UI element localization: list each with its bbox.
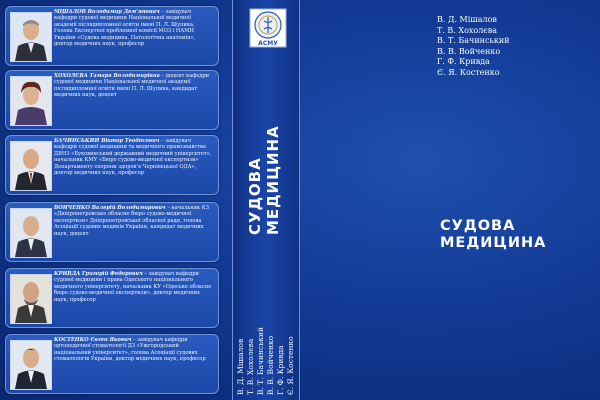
front-author: Є. Я. Костенко xyxy=(437,67,500,77)
logo-text: АСМУ xyxy=(258,40,278,47)
back-cover xyxy=(0,0,230,400)
front-author: В. Т. Бачинський xyxy=(437,36,510,45)
author-bio: – начальник КЗ «Дніпропетровське обласне бюро судово-медичної експертизи» Дніпропетровської обласної ради, голова Асоціації судових медиків України, кандидат медичних наук, доцент xyxy=(54,205,209,237)
front-title xyxy=(440,218,600,252)
author-name: БАЧИНСЬКИЙ Віктор Теодосович xyxy=(54,138,160,144)
spine-author: Г. Ф. Кривда xyxy=(276,345,285,395)
front-authors xyxy=(437,15,597,78)
front-title-line1: СУДОВА xyxy=(440,218,516,234)
author-bio: – завідувач кафедри судової медицини і права Одеського національного медичного університету, начальник КУ «Одеське обласне бюро судово-медичної експертизи», доктор медичних наук, професор xyxy=(54,271,212,303)
author-bio: – завідувач кафедри ортопедичної стоматології ДЗ «Ужгородський національний університет», голова Асоціації судових стоматологів України, доктор медичних наук, професор xyxy=(54,337,206,363)
author-photo xyxy=(10,274,52,324)
author-card xyxy=(5,135,219,195)
author-photo xyxy=(10,76,52,126)
author-name: ВОЙЧЕНКО Валерій Володимирович xyxy=(54,205,166,211)
spine-authors xyxy=(232,270,298,400)
spine-title-line1: СУДОВА xyxy=(246,157,264,235)
author-name: КОСТЕНКО Євген Якович xyxy=(54,337,132,343)
author-photo xyxy=(10,208,52,258)
author-card xyxy=(5,6,219,66)
spine-author: В. Д. Мішалов xyxy=(236,338,245,395)
author-name: ХОХОЛЄВА Тамара Володимирівна xyxy=(54,73,160,79)
author-bio: – доцент кафедри судової медицини Національної медичної академії післядипломної освіти імені П. Л. Шупика, кандидат медичних наук, доцент xyxy=(54,73,210,99)
spine-title xyxy=(232,0,298,250)
spine-title-line2: МЕДИЦИНА xyxy=(264,125,282,235)
author-photo xyxy=(10,12,52,62)
author-card xyxy=(5,268,219,328)
author-bio: – завідувач кафедри судової медицини та медичного правознавства ДВНЗ «Буковинський державний медичний університет», начальник КМУ «Бюро судово-медичної експертизи» Департаменту охорони здоров'я Чернівецької ОДА», доктор медичних наук, професор xyxy=(54,138,212,177)
front-author: В. Д. Мішалов xyxy=(437,15,497,24)
front-author: В. В. Войченко xyxy=(437,46,501,56)
author-name: МІШАЛОВ Володимир Дем'янович xyxy=(54,9,160,15)
author-bio: – завідувач кафедри судової медицини Національної медичної академії післядипломної освіти імені П. Л. Шупика, Голова Експертної проблемної комісії МОЗ і НАМН України «Судова медицина. Патологічна анатомія», доктор медичних наук, професор xyxy=(54,9,196,48)
author-card xyxy=(5,70,219,130)
spine-author: В. В. Войченко xyxy=(266,335,275,395)
author-photo xyxy=(10,340,52,390)
author-card xyxy=(5,334,219,394)
author-name: КРИВДА Григорій Федорович xyxy=(54,271,143,277)
author-card xyxy=(5,202,219,262)
author-photo xyxy=(10,141,52,191)
front-author: Т. В. Хохолєва xyxy=(437,25,498,35)
spine-author: В. Т. Бачинський xyxy=(256,327,265,395)
spine-author: Є. Я. Костенко xyxy=(286,336,295,395)
front-author: Г. Ф. Кривда xyxy=(437,57,490,66)
front-title-line2: МЕДИЦИНА xyxy=(440,235,547,251)
spine-author: Т. В. Хохолєва xyxy=(246,338,255,395)
